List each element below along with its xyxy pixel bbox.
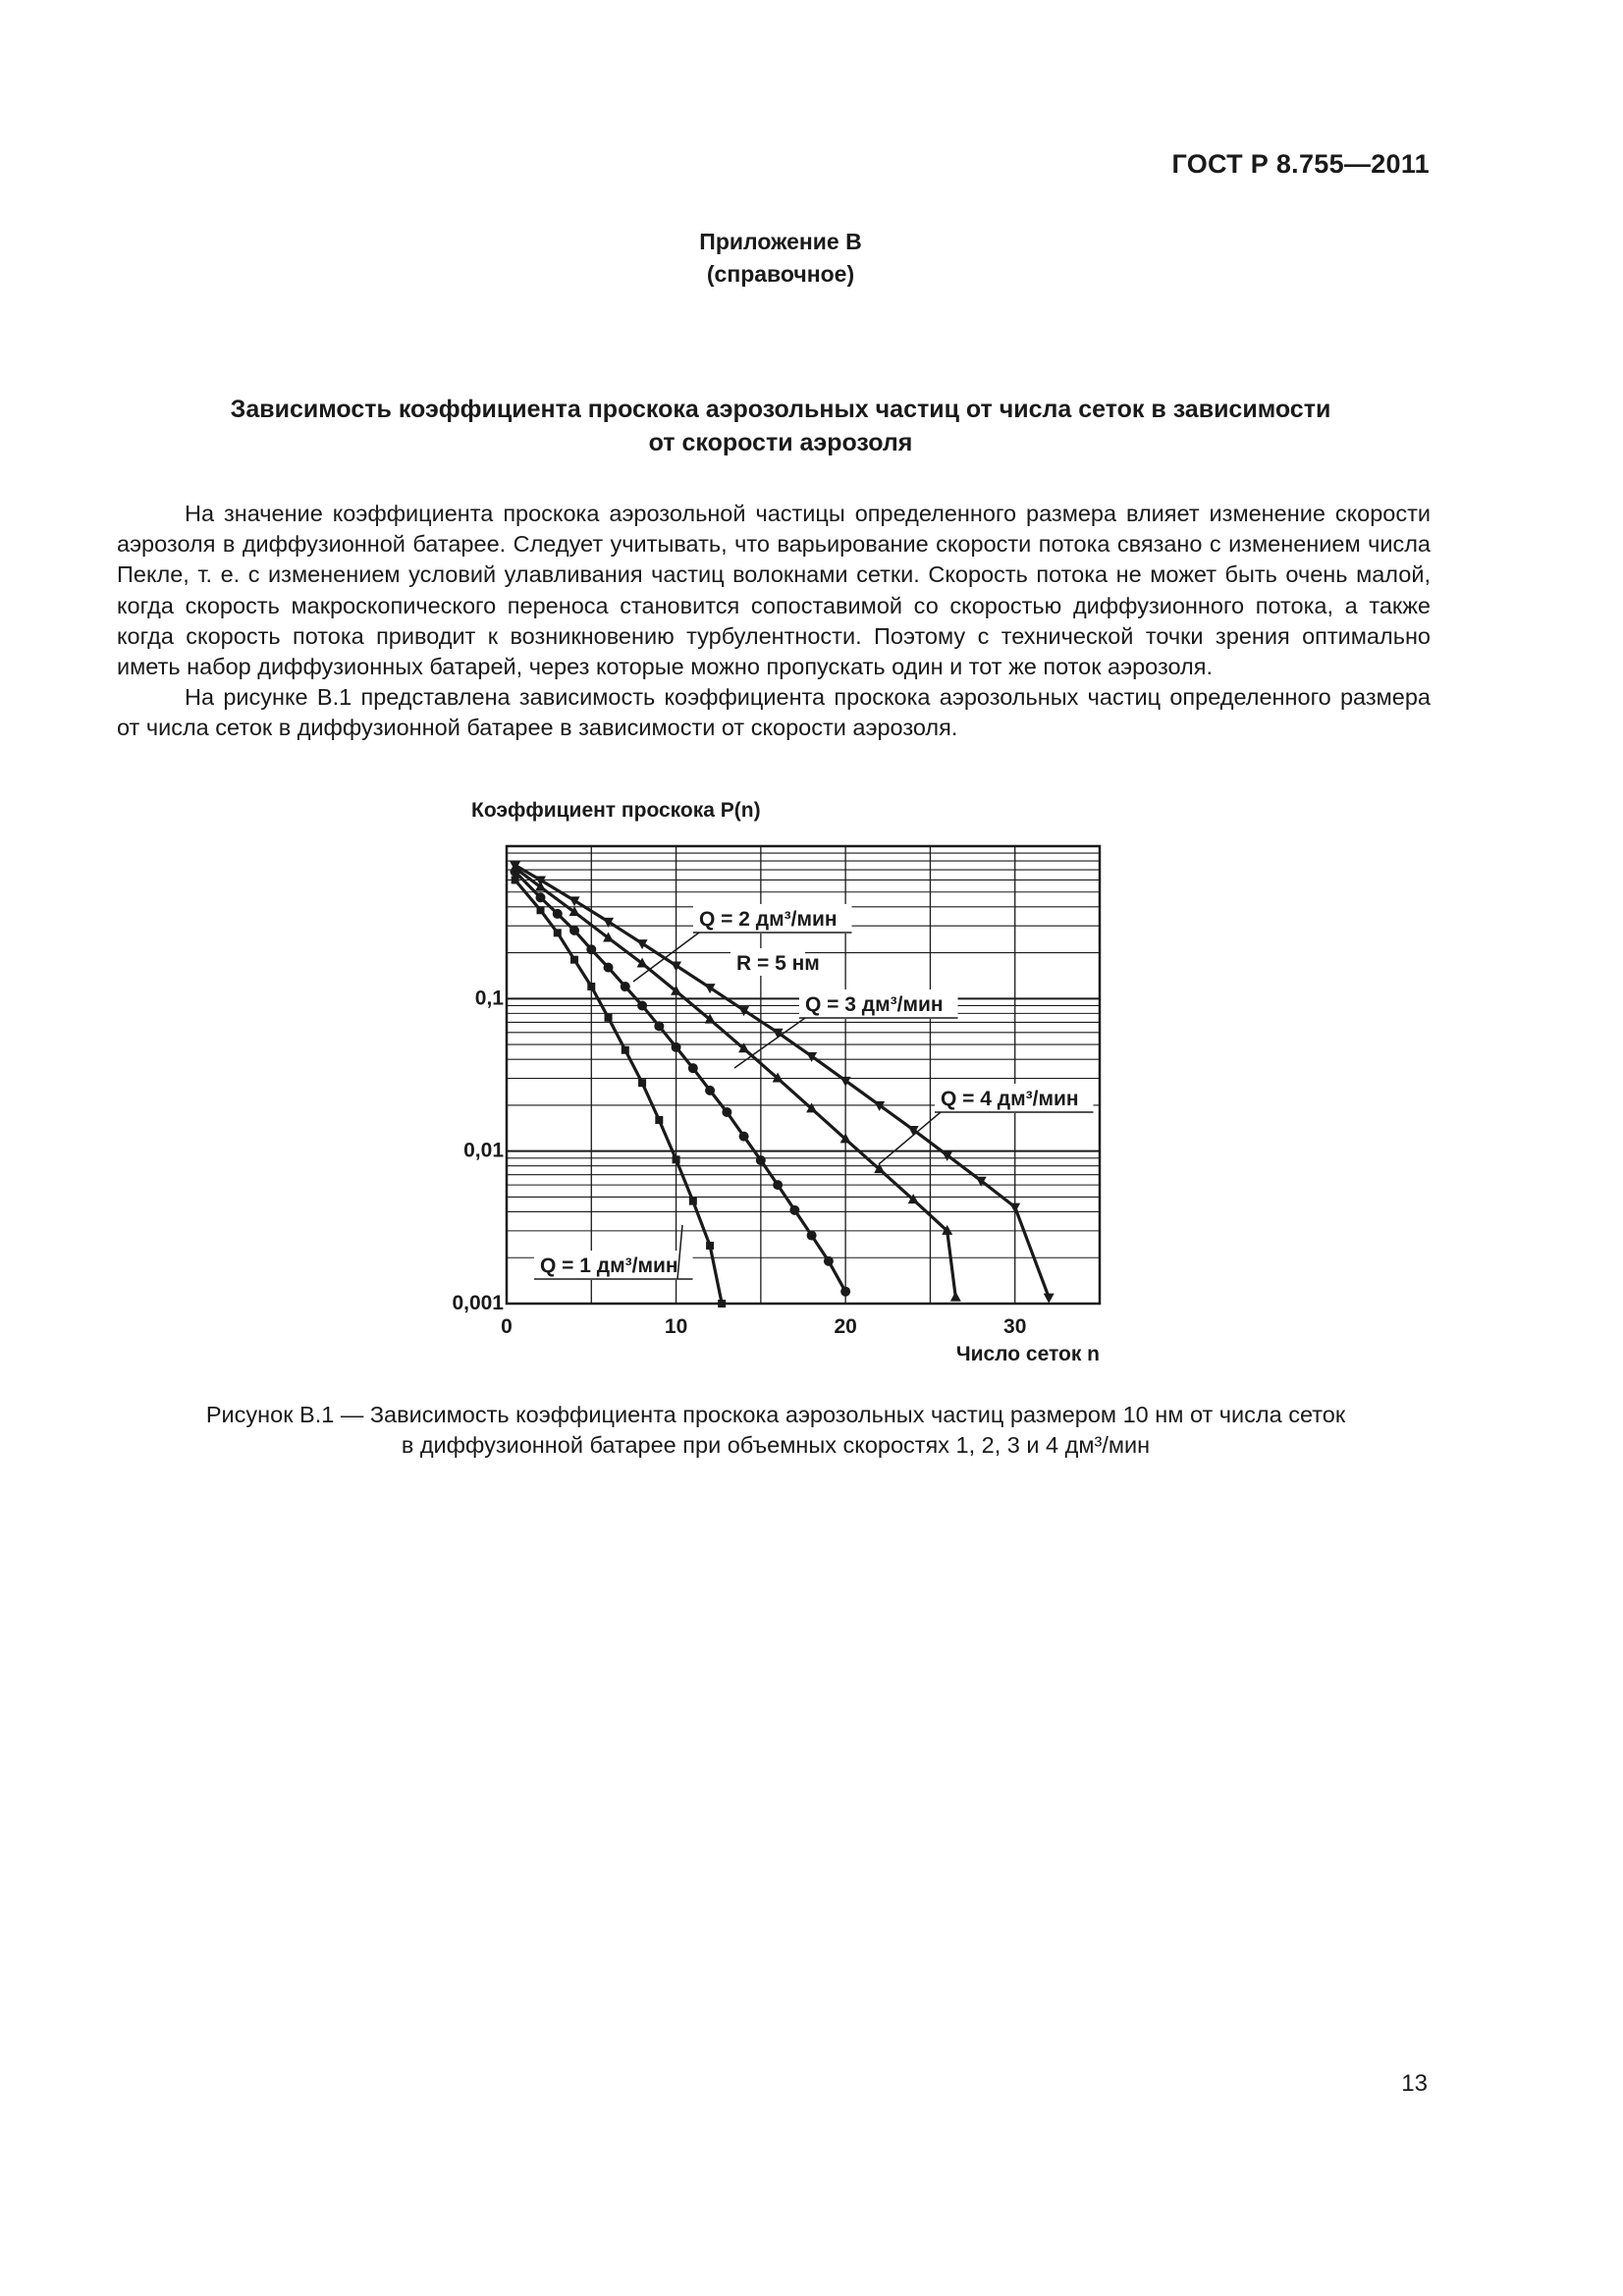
appendix-label: Приложение В	[699, 229, 862, 254]
data-point	[722, 1107, 731, 1117]
label-text: Q = 4 дм³/мин	[941, 1088, 1079, 1110]
data-point	[605, 1014, 613, 1022]
data-point	[570, 956, 578, 964]
appendix-type: (справочное)	[706, 261, 855, 287]
y-tick-label: 0,01	[463, 1139, 504, 1162]
data-point	[756, 1155, 766, 1165]
data-point	[807, 1231, 817, 1241]
x-tick-label: 20	[834, 1315, 857, 1338]
title-line-2: от скорости аэрозоля	[648, 429, 913, 456]
label-text: Q = 2 дм³/мин	[699, 908, 838, 931]
data-point	[553, 909, 563, 919]
data-point	[604, 963, 614, 973]
data-point	[705, 1086, 715, 1095]
data-point	[638, 1079, 646, 1087]
penetration-chart	[432, 793, 1139, 1382]
chart-figure	[432, 793, 1139, 1387]
data-point	[654, 1021, 664, 1031]
data-point	[718, 1300, 726, 1308]
data-point	[622, 1046, 629, 1054]
y-tick-label: 0,1	[474, 987, 504, 1010]
label-text: Q = 1 дм³/мин	[540, 1255, 678, 1277]
y-axis-label: Коэффициент проскока P(n)	[471, 799, 761, 822]
data-point	[789, 1205, 799, 1215]
data-point	[587, 983, 595, 990]
data-point	[773, 1180, 783, 1190]
data-point	[672, 1042, 681, 1052]
data-point	[739, 1132, 749, 1142]
data-point	[655, 1116, 663, 1124]
paragraph-1: На значение коэффициента проскока аэрозольной частицы определенного размера влияет изменение скорости аэрозоля в диффузионной батарее. Следует учитывать, что варьирование скорости потока связано с изменением числа Пекле, т. е. с изменением условий улавливания частиц волокнами сетки. Скорость потока не может быть очень малой, когда скорость макроскопического переноса становится сопоставимой со скоростью диффузионного потока, а также когда скорость потока приводит к возникновению турбулентности. Поэтому с технической точки зрения оптимально иметь набор диффузионных батарей, через которые можно пропускать один и тот же поток аэрозоля.	[117, 501, 1431, 680]
data-point	[554, 929, 562, 936]
x-tick-label: 30	[1003, 1315, 1027, 1338]
x-axis-label: Число сеток n	[955, 1343, 1100, 1365]
data-point	[621, 982, 630, 991]
figure-caption	[118, 1400, 1434, 1461]
data-point	[689, 1198, 697, 1205]
standard-designation: ГОСТ Р 8.755—2011	[1171, 149, 1430, 179]
data-point	[706, 1242, 714, 1250]
caption-line-2: в диффузионной батарее при объемных скоростях 1, 2, 3 и 4 дм³/мин	[401, 1432, 1151, 1458]
body-text	[117, 499, 1431, 744]
page-number: 13	[1401, 2070, 1428, 2097]
data-point	[586, 944, 596, 954]
data-point	[637, 1000, 647, 1010]
appendix-heading	[0, 226, 1561, 291]
data-point	[840, 1287, 850, 1297]
annotation-text: R = 5 нм	[736, 952, 820, 975]
section-title	[157, 393, 1404, 459]
data-point	[537, 906, 545, 914]
data-point	[512, 876, 519, 883]
data-point	[824, 1256, 834, 1266]
title-line-1: Зависимость коэффициента проскока аэрозольных частиц от числа сеток в зависимости	[230, 396, 1331, 423]
data-point	[569, 926, 579, 935]
data-point	[673, 1155, 680, 1163]
x-tick-label: 0	[501, 1315, 513, 1338]
label-text: Q = 3 дм³/мин	[805, 993, 944, 1016]
annotation-radius	[730, 948, 820, 976]
x-tick-label: 10	[664, 1315, 688, 1338]
data-point	[688, 1063, 698, 1073]
y-tick-label: 0,001	[452, 1292, 504, 1314]
caption-line-1: Рисунок В.1 — Зависимость коэффициента проскока аэрозольных частиц размером 10 нм от числа сеток	[205, 1402, 1346, 1427]
paragraph-2: На рисунке В.1 представлена зависимость коэффициента проскока аэрозольных частиц определенного размера от числа сеток в диффузионной батарее в зависимости от скорости аэрозоля.	[117, 684, 1431, 741]
data-point	[536, 892, 546, 902]
